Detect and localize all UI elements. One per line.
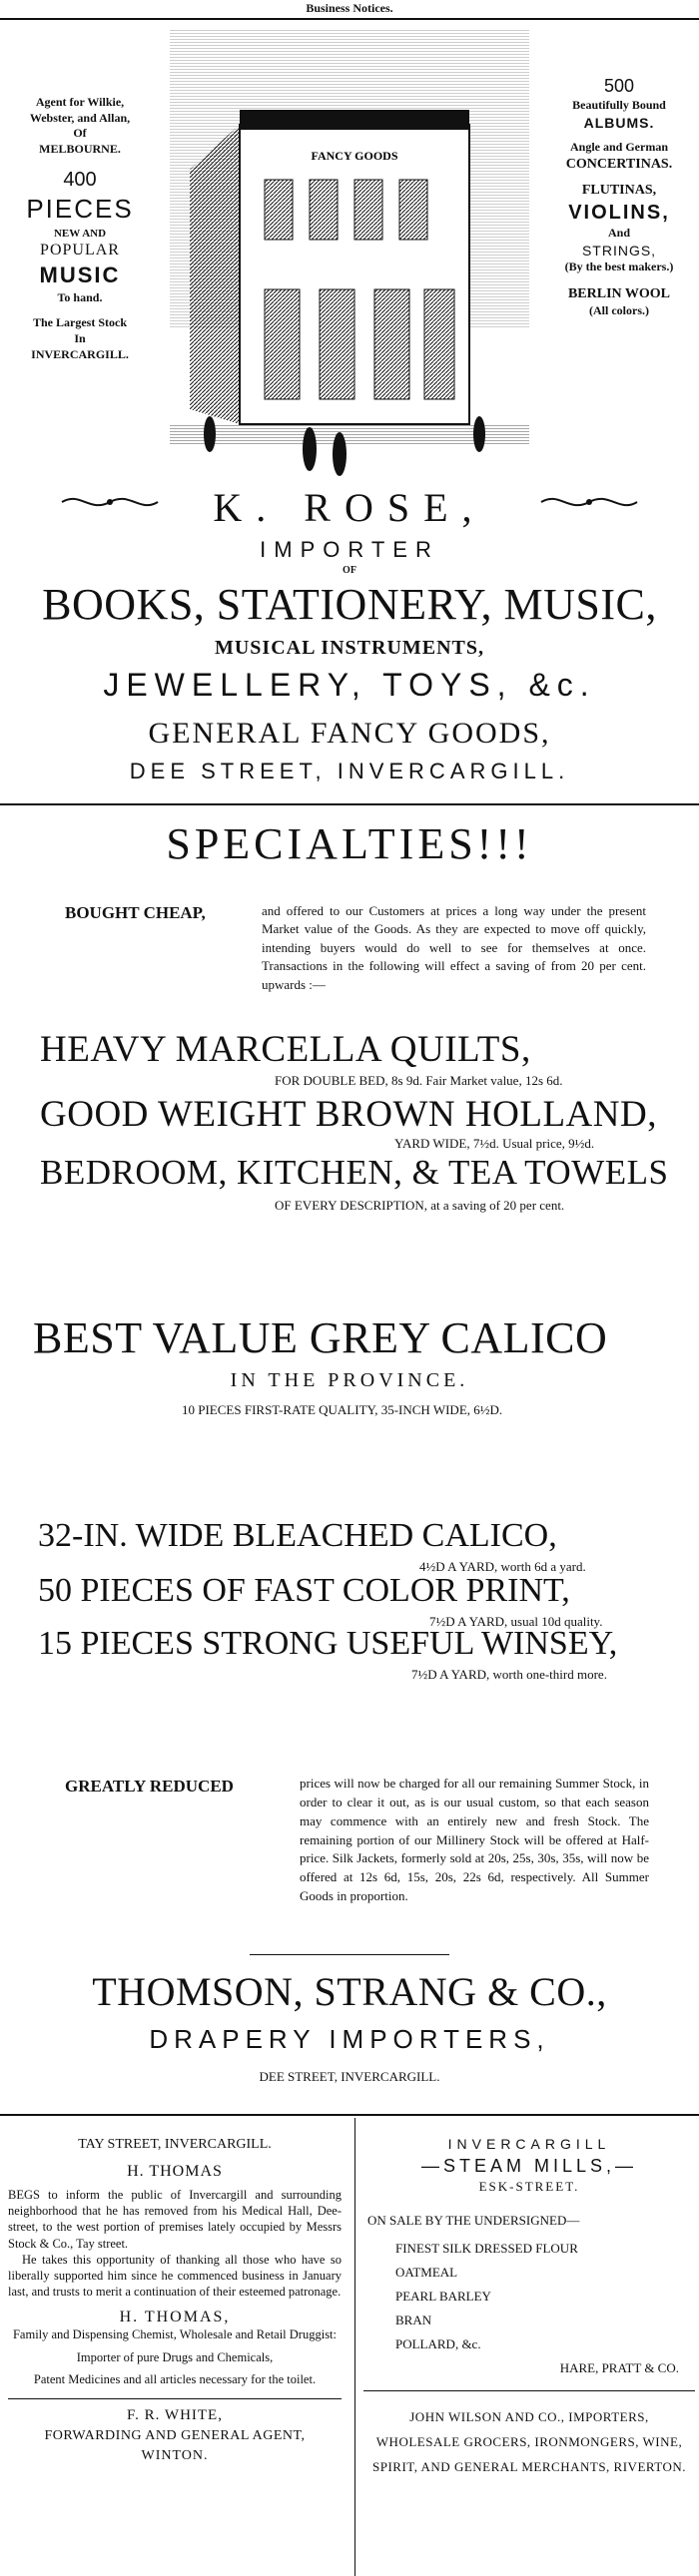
- mills-sub: —STEAM MILLS,—: [420, 2156, 638, 2176]
- mills-sale: ON SALE BY THE UNDERSIGNED—: [367, 2213, 580, 2228]
- and-label: And: [607, 226, 630, 241]
- best-makers-label: (By the best makers.): [564, 258, 674, 273]
- greatly-reduced-text: prices will now be charged for all our remaining Summer Stock, in order to clear it out, as is our usual custom, so that each season may commence with an entirely new and fresh Stock. The remaining portion of our Millinery Stock will be offered at Half-price. Silk Jackets, formerly sold at 20s, 25s, 30s, 35s, will now be offered at 12s 6d, 15s, 20s, 22s 6d, respectively. All Summer Goods in proportion.: [300, 1776, 649, 1904]
- thomas-street: TAY STREET, INVERCARGILL.: [78, 2137, 272, 2152]
- rose-line-fancy: GENERAL FANCY GOODS,: [148, 717, 551, 750]
- shop-building-engraving: [170, 30, 529, 489]
- item-heavy-quilts-sub: FOR DOUBLE BED, 8s 9d. Fair Market value, 12s 6d.: [275, 1073, 563, 1088]
- item-winsey: 15 PIECES STRONG USEFUL WINSEY,: [38, 1625, 618, 1662]
- page-header: Business Notices.: [306, 1, 393, 15]
- mills-firm: HARE, PRATT & CO.: [559, 2360, 679, 2376]
- header-rule: [0, 18, 699, 20]
- item-brown-holland: GOOD WEIGHT BROWN HOLLAND,: [40, 1094, 657, 1135]
- thomas-patent: Patent Medicines and all articles necessary for the toilet.: [33, 2372, 317, 2387]
- item-fast-color-print: 50 PIECES OF FAST COLOR PRINT,: [38, 1572, 570, 1609]
- new-and-label: NEW AND: [53, 228, 107, 241]
- popular-label: POPULAR: [40, 242, 120, 259]
- specialties-title: SPECIALTIES!!!: [166, 819, 533, 868]
- thomas-body1: BEGS to inform the public of Invercargill and surrounding neighborhood that he has removed from his Medical Hall, Dee-street, to the west portion of premises lately occupied by Messrs Stock & Co., Tay street.: [8, 2187, 342, 2251]
- beautifully-label: Beautifully Bound: [572, 98, 666, 113]
- agent-line: Agent for Wilkie,: [35, 95, 125, 109]
- berlin-wool-label: BERLIN WOOL: [567, 285, 671, 301]
- music-label: MUSIC: [39, 262, 121, 288]
- mills-item: FINEST SILK DRESSED FLOUR: [395, 2241, 578, 2256]
- item-brown-holland-sub: YARD WIDE, 7½d. Usual price, 9½d.: [394, 1136, 595, 1151]
- item-grey-calico: BEST VALUE GREY CALICO: [33, 1313, 608, 1362]
- wilson-text: JOHN WILSON AND CO., IMPORTERS, WHOLESALE GROCERS, IRONMONGERS, WINE, SPIRIT, AND GENERAL MERCHANTS, RIVERTON.: [371, 2409, 687, 2474]
- item-towels-sub: OF EVERY DESCRIPTION, at a saving of 20 per cent.: [275, 1198, 565, 1213]
- quantity-400: 400: [63, 169, 97, 192]
- concertinas-label: CONCERTINAS.: [565, 156, 673, 172]
- item-bleached-calico-sub: 4½D A YARD, worth 6d a yard.: [419, 1559, 586, 1574]
- rose-line-jewellery: JEWELLERY, TOYS, &c.: [103, 667, 596, 703]
- albums-label: ALBUMS.: [583, 114, 655, 131]
- greatly-reduced-label: GREATLY REDUCED: [65, 1777, 234, 1796]
- agent-line: Of: [73, 126, 87, 141]
- mills-item: OATMEAL: [395, 2265, 458, 2281]
- rose-importer: IMPORTER: [260, 537, 439, 562]
- rose-line-instruments: MUSICAL INSTRUMENTS,: [214, 637, 485, 659]
- white-name: F. R. WHITE,: [127, 2407, 223, 2424]
- left-ornament-icon: [60, 491, 160, 513]
- mills-title: INVERCARGILL: [447, 2136, 611, 2152]
- quantity-500: 500: [603, 76, 635, 96]
- mills-item: POLLARD, &c.: [395, 2336, 481, 2352]
- thomson-sub: DRAPERY IMPORTERS,: [149, 2024, 550, 2054]
- thomas-name-2: H. THOMAS,: [119, 2308, 231, 2325]
- white-town: WINTON.: [141, 2448, 209, 2464]
- item-heavy-quilts: HEAVY MARCELLA QUILTS,: [40, 1029, 531, 1070]
- thomas-trade: Family and Dispensing Chemist, Wholesale and Retail Druggist:: [12, 2326, 338, 2341]
- item-winsey-sub: 7½D A YARD, worth one-third more.: [411, 1667, 607, 1682]
- right-ornament-icon: [539, 491, 639, 513]
- bought-cheap-label: BOUGHT CHEAP,: [65, 903, 206, 922]
- right-column: [539, 75, 699, 318]
- thomson-address: DEE STREET, INVERCARGILL.: [259, 2069, 440, 2084]
- rose-line-books: BOOKS, STATIONERY, MUSIC,: [42, 580, 657, 629]
- rose-line-address: DEE STREET, INVERCARGILL.: [129, 759, 570, 783]
- engraving-sign: FANCY GOODS: [311, 149, 398, 163]
- thomas-body2: He takes this opportunity of thanking all those who have so liberally supported him since he commenced business in January last, and trusts to merit a continuation of their esteemed patronage.: [8, 2252, 342, 2300]
- mills-street: ESK-STREET.: [478, 2179, 580, 2194]
- divider: [8, 2398, 342, 2399]
- divider: [0, 2114, 699, 2116]
- divider: [363, 2390, 695, 2391]
- mills-items: [395, 2237, 699, 2356]
- pieces-label: PIECES: [26, 194, 134, 225]
- thomas-name: H. THOMAS: [127, 2162, 223, 2180]
- white-line: FORWARDING AND GENERAL AGENT,: [44, 2428, 306, 2444]
- steam-mills-advert: [359, 2136, 699, 2479]
- town-label: INVERCARGILL.: [31, 346, 129, 361]
- column-divider: [354, 2118, 355, 2576]
- all-colors-label: (All colors.): [589, 302, 649, 317]
- flutinas-label: FLUTINAS,: [581, 182, 657, 198]
- divider: [0, 803, 699, 805]
- mills-item: PEARL BARLEY: [395, 2289, 491, 2305]
- item-grey-calico-sub1: IN THE PROVINCE.: [230, 1369, 469, 1391]
- left-column: [0, 95, 160, 362]
- item-grey-calico-sub2: 10 PIECES FIRST-RATE QUALITY, 35-INCH WIDE, 6½D.: [182, 1402, 503, 1417]
- specialties-intro: and offered to our Customers at prices a long way under the present Market value of the Goods. As they are expected to move off quickly, intending buyers would do well to see for themselves at once. Transactions in the following will effect a saving of from 20 per cent. upwards :—: [262, 903, 646, 992]
- in-label: In: [74, 331, 86, 346]
- angle-label: Angle and German: [569, 140, 668, 155]
- thomas-importer: Importer of pure Drugs and Chemicals,: [76, 2349, 274, 2364]
- thomas-advert: [0, 2136, 350, 2464]
- agent-line: Webster, and Allan,: [29, 110, 131, 125]
- strings-label: STRINGS,: [581, 242, 657, 258]
- item-fast-color-print-sub: 7½D A YARD, usual 10d quality.: [429, 1614, 603, 1629]
- to-hand-label: To hand.: [57, 289, 103, 304]
- largest-stock-label: The Largest Stock: [33, 315, 127, 330]
- item-bleached-calico: 32-IN. WIDE BLEACHED CALICO,: [38, 1517, 557, 1554]
- violins-label: VIOLINS,: [568, 202, 670, 225]
- short-divider: [250, 1954, 449, 1955]
- rose-of: OF: [343, 565, 356, 576]
- thomson-name: THOMSON, STRANG & CO.,: [92, 1969, 607, 2014]
- item-towels: BEDROOM, KITCHEN, & TEA TOWELS: [40, 1153, 669, 1192]
- mills-item: BRAN: [395, 2313, 432, 2328]
- agent-line: MELBOURNE.: [39, 141, 121, 156]
- rose-name: K. ROSE,: [213, 485, 486, 530]
